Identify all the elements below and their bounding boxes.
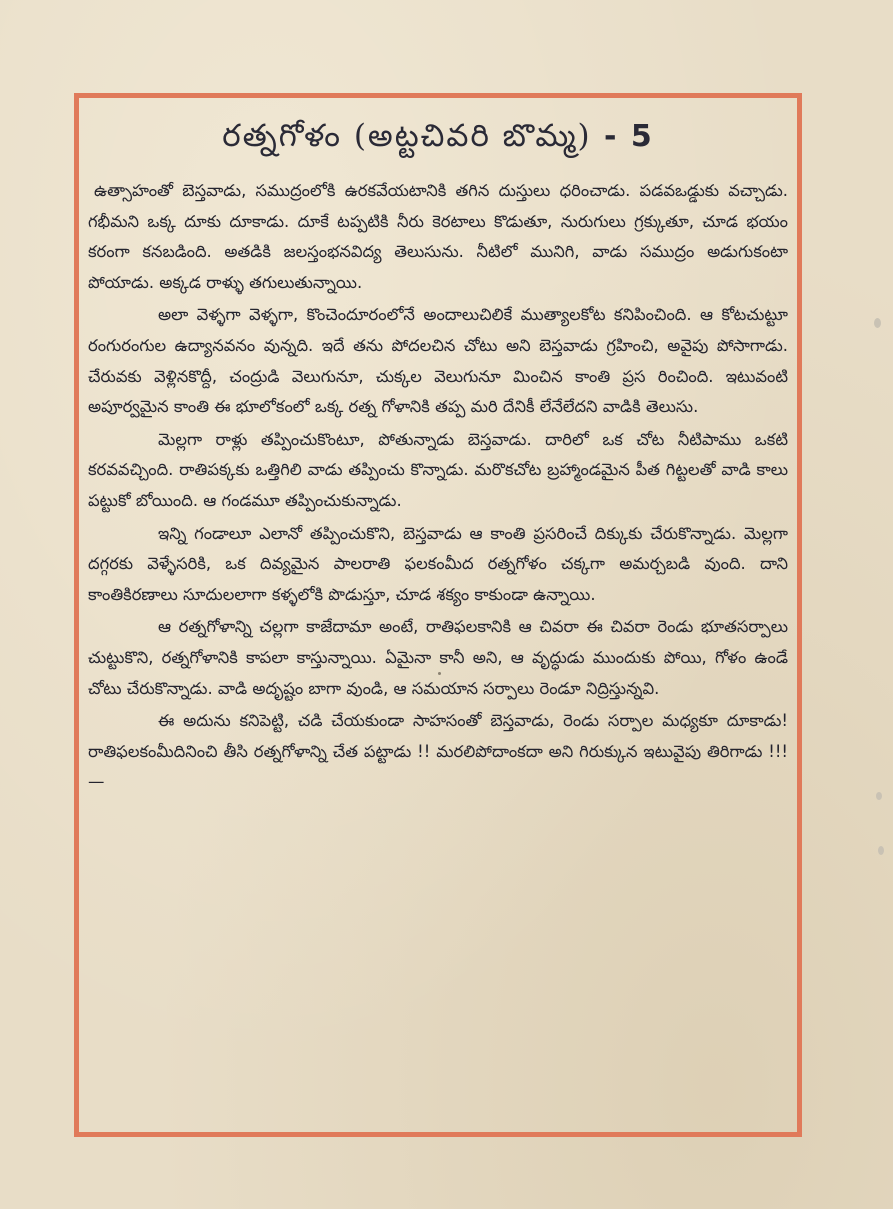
- paragraph-6: ఈ అదును కనిపెట్టి, చడి చేయకుండా సాహసంతో బెస్తవాడు, రెండు సర్పాల మధ్యకూ దూకాడు! రాతిఫలకంమీదినించి తీసి రత్నగోళాన్ని చేత పట్టాడు !! మరలిపోదాంకదా అని గిరుక్కున ఇటువైపు తిరిగాడు !!!—: [88, 711, 788, 792]
- page-title-number: 5: [630, 119, 654, 154]
- paragraph-2: అలా వెళ్ళగా వెళ్ళగా, కొంచెందూరంలోనే అందాలుచిలికే ముత్యాలకోట కనిపించింది. ఆ కోటచుట్టూ రంగురంగుల ఉద్యానవనం వున్నది. ఇదే తను పోదలచిన చోటు అని బెస్తవాడు గ్రహించి, అవైపు పోసాగాడు. చేరువకు వెళ్లినకొద్దీ, చంద్రుడి వెలుగునూ, చుక్కల వెలుగునూ మించిన కాంతి ప్రస రించింది. ఇటువంటి అపూర్వమైన కాంతి ఈ భూలోకంలో ఒక్క రత్న గోళానికి తప్ప మరి దేనికీ లేనేలేదని వాడికి తెలుసు.: [88, 305, 788, 417]
- paragraph-4: ఇన్ని గండాలూ ఎలానో తప్పించుకొని, బెస్తవాడు ఆ కాంతి ప్రసరించే దిక్కుకు చేరుకొన్నాడు. మెల్లగా దగ్గరకు వెళ్ళేసరికి, ఒక దివ్యమైన పాలరాతి ఫలకంమీద రత్నగోళం చక్కగా అమర్చబడి వుంది. దాని కాంతికిరణాలు సూదులలాగా కళ్ళలోకి పొడుస్తూ, చూడ శక్యం కాకుండా ఉన్నాయి.: [88, 523, 788, 604]
- paragraph-3: మెల్లగా రాళ్లు తప్పించుకొంటూ, పోతున్నాడు బెస్తవాడు. దారిలో ఒక చోట నీటిపాము ఒకటి కరవవచ్చింది. రాతిపక్కకు ఒత్తిగిలి వాడు తప్పించు కొన్నాడు. మరొకచోట బ్రహ్మాండమైన పీత గిట్టలతో వాడి కాలు పట్టుకో బోయింది. ఆ గండమూ తప్పించుకున్నాడు.: [88, 429, 788, 510]
- page-title-text: రత్నగోళం (అట్టచివరి బొమ్మ): [222, 118, 592, 154]
- paper-speck: [874, 318, 881, 328]
- page-title: [74, 118, 802, 161]
- paragraph-5: ఆ రత్నగోళాన్ని చల్లగా కాజేదామా అంటే, రాతిఫలకానికి ఆ చివరా ఈ చివరా రెండు భూతసర్పాలు చుట్టుకొని, రత్నగోళానికి కాపలా కాస్తున్నాయి. ఏమైనా కానీ అని, ఆ వృద్ధుడు ముందుకు పోయి, గోళం ఉండే చోటు చేరుకొన్నాడు. వాడి అదృష్టం బాగా వుండి, ఆ సమయాన సర్పాలు రెండూ నిద్రిస్తున్నవి.: [88, 617, 788, 698]
- paper-speck: [878, 846, 884, 855]
- paragraph-1: ఉత్సాహంతో బెస్తవాడు, సముద్రంలోకి ఉరకవేయటానికి తగిన దుస్తులు ధరించాడు. పడవఒడ్డుకు వచ్చాడు. గభీమని ఒక్క దూకు దూకాడు. దూకే టప్పటికి నీరు కెరటాలు కొడుతూ, నురుగులు గ్రక్కుతూ, చూడ భయం కరంగా కనబడింది. అతడికి జలస్తంభనవిద్య తెలుసును. నీటిలో మునిగి, వాడు సముద్రం అడుగుకంటా పోయాడు. అక్కడ రాళ్ళు తగులుతున్నాయి.: [88, 181, 788, 292]
- paper-speck: [876, 792, 882, 800]
- page-title-separator: -: [591, 119, 631, 154]
- story-body: [88, 176, 788, 798]
